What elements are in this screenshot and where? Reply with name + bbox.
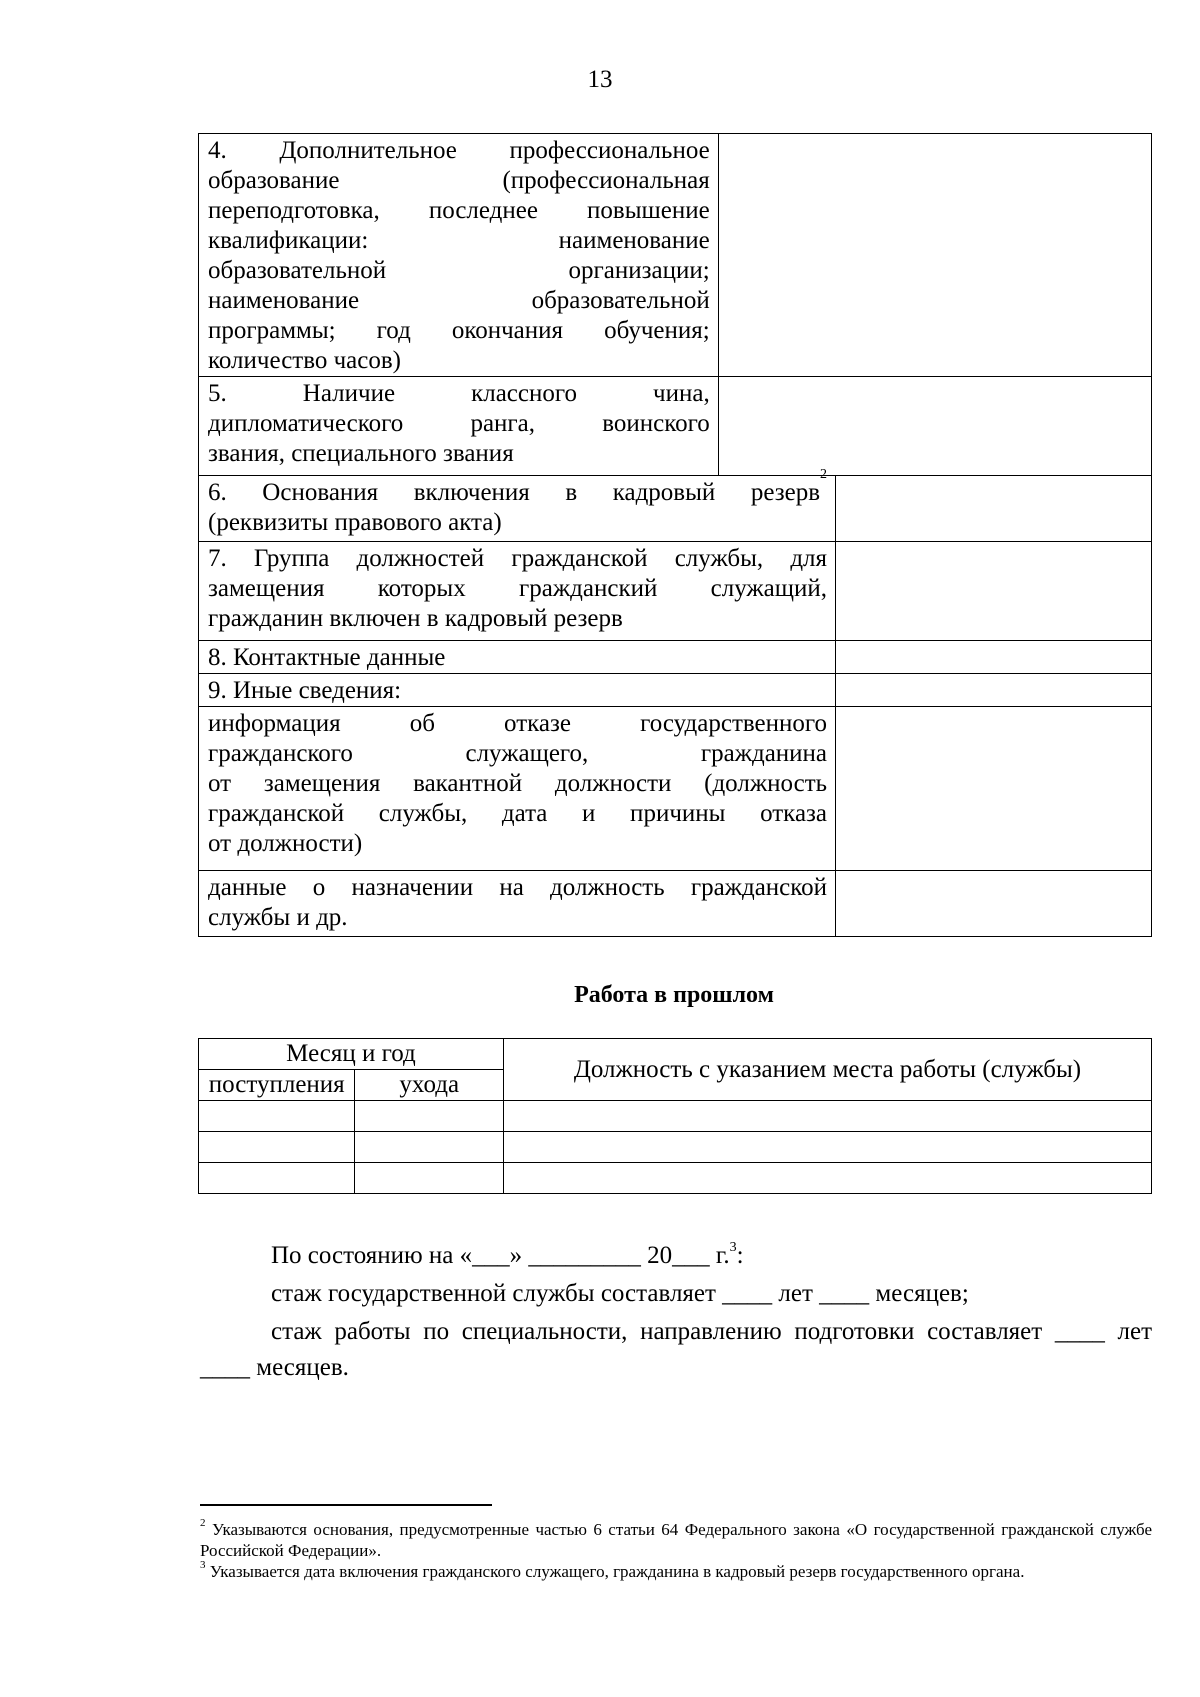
header-month-year: Месяц и год bbox=[199, 1039, 504, 1070]
row-value-cell[interactable] bbox=[836, 707, 1152, 871]
cell-line: 5. Наличие классного чина, bbox=[208, 380, 710, 407]
cell-line: образовательной организации; bbox=[208, 257, 710, 284]
table-row bbox=[199, 542, 1152, 641]
footnote-mark: 3 bbox=[200, 1559, 206, 1572]
row-value-cell[interactable] bbox=[836, 476, 1152, 542]
cell-line: 8. Контактные данные bbox=[208, 644, 446, 671]
cell-line: от замещения вакантной должности (должность bbox=[208, 770, 828, 797]
section-title: Работа в прошлом bbox=[574, 982, 774, 1008]
cell-line: наименование образовательной bbox=[208, 287, 710, 314]
row-label-cell bbox=[199, 134, 719, 377]
cell-line: 9. Иные сведения: bbox=[208, 677, 402, 704]
table-header-row bbox=[199, 1039, 1152, 1070]
cell-line: количество часов) bbox=[208, 347, 401, 374]
status-date-line bbox=[271, 1238, 744, 1274]
footnote-text: Указывается дата включения гражданского служащего, гражданина в кадровый резерв государственного органа. bbox=[209, 1562, 1025, 1581]
position-cell[interactable] bbox=[503, 1132, 1151, 1163]
position-cell[interactable] bbox=[503, 1101, 1151, 1132]
table-row bbox=[199, 871, 1152, 937]
position-cell[interactable] bbox=[503, 1163, 1151, 1194]
cell-line: гражданин включен в кадровый резерв bbox=[208, 605, 623, 632]
footnote-2 bbox=[200, 1519, 1152, 1561]
cell-line: квалификации: наименование bbox=[208, 227, 710, 254]
table-row bbox=[199, 1132, 1152, 1163]
reserve-info-table bbox=[198, 133, 1152, 937]
cell-line: образование (профессиональная bbox=[208, 167, 710, 194]
footnote-ref: 2 bbox=[820, 467, 828, 482]
exit-cell[interactable] bbox=[355, 1132, 503, 1163]
row-label-cell bbox=[199, 467, 836, 542]
footnote-text: Указываются основания, предусмотренные частью 6 статьи 64 Федерального закона «О государственной гражданской службе Российской Федерации». bbox=[200, 1520, 1153, 1560]
table-row bbox=[199, 1163, 1152, 1194]
footnote-ref: 3 bbox=[729, 1239, 737, 1255]
entry-cell[interactable] bbox=[199, 1163, 355, 1194]
cell-line: замещения которых гражданский служащий, bbox=[208, 575, 828, 602]
cell-line: 7. Группа должностей гражданской службы, для bbox=[208, 545, 828, 572]
status-date-colon: : bbox=[736, 1242, 744, 1269]
cell-line: 4. Дополнительное профессиональное bbox=[208, 137, 710, 164]
exit-cell[interactable] bbox=[355, 1101, 503, 1132]
footnote-divider bbox=[200, 1504, 492, 1506]
row-value-cell[interactable] bbox=[718, 134, 1151, 377]
exit-cell[interactable] bbox=[355, 1163, 503, 1194]
cell-line: (реквизиты правового акта) bbox=[208, 509, 502, 536]
row-value-cell[interactable] bbox=[836, 674, 1152, 707]
entry-cell[interactable] bbox=[199, 1101, 355, 1132]
cell-line: от должности) bbox=[208, 830, 363, 857]
entry-cell[interactable] bbox=[199, 1132, 355, 1163]
table-row bbox=[199, 476, 1152, 542]
cell-line: данные о назначении на должность гражданской bbox=[208, 874, 828, 901]
row-label-cell bbox=[199, 377, 719, 476]
row-value-cell[interactable] bbox=[836, 871, 1152, 937]
row-label-cell bbox=[199, 707, 836, 871]
specialty-tenure-line: стаж работы по специальности, направлению подготовки составляет ____ лет ____ месяцев. bbox=[200, 1318, 1152, 1381]
cell-line: звания, специального звания bbox=[208, 440, 514, 467]
footnote-3 bbox=[200, 1561, 1152, 1582]
table-row bbox=[199, 1101, 1152, 1132]
header-position: Должность с указанием места работы (службы) bbox=[503, 1039, 1151, 1101]
cell-line: информация об отказе государственного bbox=[208, 710, 828, 737]
row-label-cell bbox=[199, 871, 836, 937]
footnote-mark: 2 bbox=[200, 1517, 206, 1530]
cell-line: 6. Основания включения в кадровый резерв bbox=[208, 479, 821, 506]
cell-line: дипломатического ранга, воинского bbox=[208, 410, 710, 437]
row-label-cell bbox=[199, 674, 836, 707]
table-row bbox=[199, 641, 1152, 674]
cell-line: программы; год окончания обучения; bbox=[208, 317, 710, 344]
table-row bbox=[199, 674, 1152, 707]
cell-line: гражданского служащего, гражданина bbox=[208, 740, 828, 767]
table-row bbox=[199, 707, 1152, 871]
row-value-cell[interactable] bbox=[836, 542, 1152, 641]
past-work-table bbox=[198, 1038, 1152, 1194]
table-row bbox=[199, 377, 1152, 476]
table-row bbox=[199, 134, 1152, 377]
row-label-cell bbox=[199, 641, 836, 674]
civil-service-tenure-line: стаж государственной службы составляет ____ лет ____ месяцев; bbox=[271, 1280, 969, 1307]
row-value-cell[interactable] bbox=[718, 377, 1151, 476]
page-number: 13 bbox=[587, 66, 613, 93]
cell-line: гражданской службы, дата и причины отказа bbox=[208, 800, 828, 827]
cell-line: переподготовка, последнее повышение bbox=[208, 197, 710, 224]
status-date-text: По состоянию на «___» _________ 20___ г. bbox=[271, 1242, 730, 1269]
header-exit: ухода bbox=[355, 1070, 503, 1101]
row-value-cell[interactable] bbox=[836, 641, 1152, 674]
header-entry: поступления bbox=[199, 1070, 355, 1101]
cell-line: службы и др. bbox=[208, 904, 348, 931]
row-label-cell bbox=[199, 542, 836, 641]
